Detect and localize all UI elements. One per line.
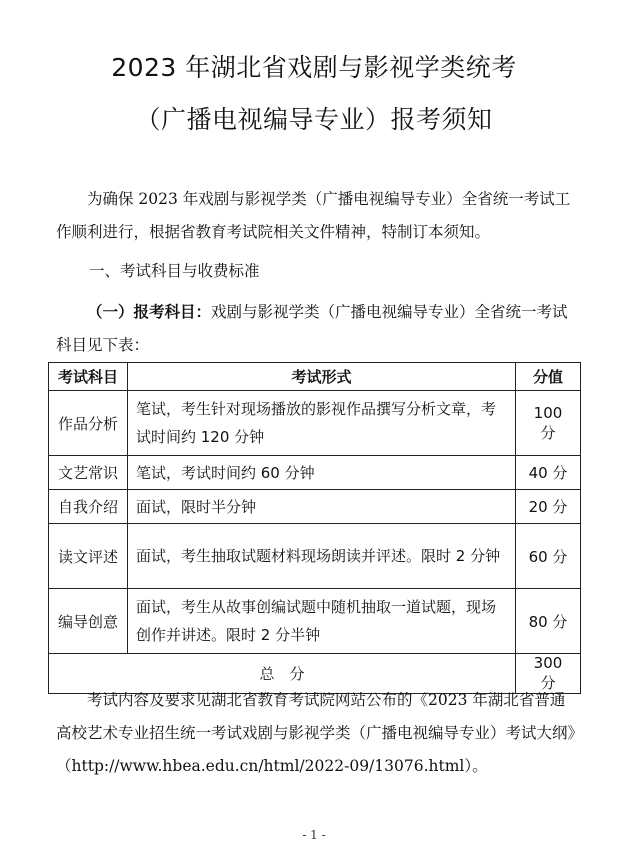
cell-form: 笔试，考生针对现场播放的影视作品撰写分析文章，考试时间约 120 分钟 (128, 391, 516, 456)
table-row (49, 589, 581, 654)
table-row (49, 391, 581, 456)
cell-score: 20 分 (516, 490, 581, 524)
cell-form: 笔试，考试时间约 60 分钟 (128, 456, 516, 490)
page-number: - 1 - (302, 828, 326, 842)
table-row (49, 490, 581, 524)
cell-subject: 作品分析 (49, 391, 128, 456)
cell-form: 面试，考生抽取试题材料现场朗读并评述。限时 2 分钟 (128, 524, 516, 589)
subsection-paragraph (56, 296, 576, 362)
total-score: 300 分 (516, 654, 581, 694)
cell-subject: 文艺常识 (49, 456, 128, 490)
table-row (49, 524, 581, 589)
header-subject: 考试科目 (49, 363, 128, 391)
section-heading: 一、考试科目与收费标准 (89, 262, 260, 280)
doc-title-line2: （广播电视编导专业）报考须知 (135, 105, 493, 134)
total-label: 总 分 (49, 654, 516, 694)
intro-paragraph: 为确保 2023 年戏剧与影视学类（广播电视编导专业）全省统一考试工作顺利进行，根据省教育考试院相关文件精神，特制订本须知。 (56, 190, 571, 241)
subsection-text: 戏剧与影视学类（广播电视编导专业）全省统一考试科目见下表： (56, 303, 568, 354)
cell-score: 60 分 (516, 524, 581, 589)
cell-subject: 编导创意 (49, 589, 128, 654)
table-header-row (49, 363, 581, 391)
subsection-label: （一）报考科目： (87, 303, 212, 321)
header-form: 考试形式 (128, 363, 516, 391)
cell-score: 80 分 (516, 589, 581, 654)
header-score: 分值 (516, 363, 581, 391)
doc-title-line1: 2023 年湖北省戏剧与影视学类统考 (111, 53, 517, 82)
cell-subject: 自我介绍 (49, 490, 128, 524)
note-paragraph: 考试内容及要求见湖北省教育考试院网站公布的《2023 年湖北省普通高校艺术专业招生统一考试戏剧与影视学类（广播电视编导专业）考试大纲》（http://www.hbea.edu.cn/html/2022-09/13076.html）。 (56, 691, 576, 775)
cell-subject: 读文评述 (49, 524, 128, 589)
table-row (49, 456, 581, 490)
cell-form: 面试，限时半分钟 (128, 490, 516, 524)
cell-form: 面试，考生从故事创编试题中随机抽取一道试题，现场创作并讲述。限时 2 分半钟 (128, 589, 516, 654)
cell-score: 40 分 (516, 456, 581, 490)
exam-subject-table (48, 362, 581, 694)
cell-score: 100 分 (516, 391, 581, 456)
